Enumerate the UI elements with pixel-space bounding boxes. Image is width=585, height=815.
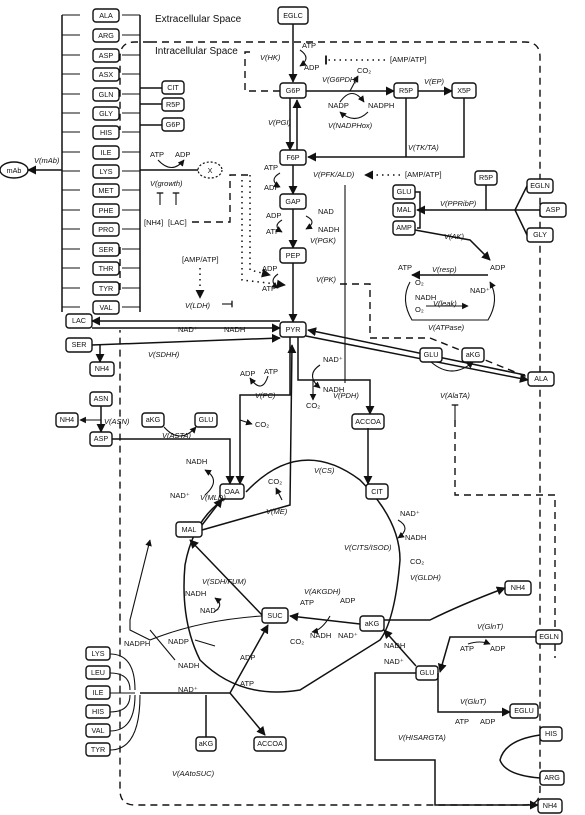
svg-text:ADP: ADP — [262, 264, 278, 273]
met-val2: VAL — [91, 725, 105, 735]
met-accoa1: ACCOA — [355, 416, 381, 426]
svg-text:[NH4]: [NH4] — [144, 218, 164, 227]
met-gap: GAP — [285, 196, 301, 206]
met-gly-r: GLY — [533, 229, 547, 239]
svg-text:ATP: ATP — [302, 41, 317, 50]
met-egln-m: EGLN — [539, 631, 559, 641]
svg-text:CO₂: CO₂ — [290, 637, 305, 646]
svg-text:[AMP/ATP]: [AMP/ATP] — [390, 55, 427, 64]
rxn-mab: V(mAb) — [34, 156, 60, 165]
rxn-ep: V(EP) — [424, 77, 445, 86]
met-eglu: EGLU — [514, 705, 534, 715]
svg-text:NADH: NADH — [318, 225, 340, 234]
svg-text:NAD⁺: NAD⁺ — [200, 606, 220, 615]
svg-text:NAD⁺: NAD⁺ — [338, 631, 358, 640]
met-lac: LAC — [72, 315, 86, 325]
met-nh4-b: NH4 — [542, 800, 558, 810]
met-nh4-l2: NH4 — [59, 414, 75, 424]
svg-text:ATP: ATP — [150, 150, 165, 159]
intracellular-label: Intracellular Space — [155, 46, 238, 57]
rxn-resp: V(resp) — [432, 265, 457, 274]
rxn-hisargta: V(HISARGTA) — [398, 733, 446, 742]
svg-text:ATP: ATP — [300, 598, 315, 607]
met-x5p: X5P — [457, 85, 471, 95]
met-glu-r: GLU — [396, 186, 412, 196]
met-his2: HIS — [545, 728, 557, 738]
met-gly: GLY — [99, 108, 113, 118]
met-r5p-r: R5P — [479, 172, 493, 182]
rxn-asta: V(ASTA) — [162, 431, 192, 440]
svg-text:ADP: ADP — [304, 63, 320, 72]
met-cit-m: CIT — [371, 486, 383, 496]
svg-text:NAD⁺: NAD⁺ — [400, 509, 420, 518]
svg-text:CO₂: CO₂ — [410, 557, 425, 566]
rxn-pdh: V(PDH) — [333, 391, 359, 400]
asn-asta-module — [56, 392, 230, 484]
met-glu1: GLU — [198, 414, 214, 424]
rxn-growth: V(growth) — [150, 179, 183, 188]
met-mab: mAb — [6, 165, 22, 175]
svg-text:ADP: ADP — [266, 211, 282, 220]
svg-text:ATP: ATP — [455, 717, 470, 726]
rxn-pk: V(PK) — [316, 275, 337, 284]
svg-text:NADH: NADH — [178, 661, 200, 670]
met-mal-r: MAL — [396, 204, 412, 214]
rxn-cs: V(CS) — [314, 466, 335, 475]
growth-module — [144, 150, 250, 227]
svg-text:[LAC]: [LAC] — [168, 218, 187, 227]
met-ser: SER — [98, 244, 114, 254]
met-ser2: SER — [71, 339, 87, 349]
rxn-asn: V(ASN) — [104, 417, 130, 426]
met-lys2: LYS — [91, 648, 105, 658]
met-g6p-main: G6P — [285, 85, 301, 95]
met-phe: PHE — [98, 205, 114, 215]
rxn-hk: V(HK) — [260, 53, 281, 62]
rxn-g6pdh: V(G6PDH) — [322, 75, 358, 84]
svg-text:NADPH: NADPH — [368, 101, 395, 110]
met-cit: CIT — [167, 82, 179, 92]
met-egln-r: EGLN — [530, 180, 550, 190]
met-pro: PRO — [98, 224, 114, 234]
svg-text:O₂: O₂ — [415, 305, 424, 314]
rxn-ldh: V(LDH) — [185, 301, 211, 310]
svg-text:NADH: NADH — [415, 293, 437, 302]
svg-text:NADP: NADP — [168, 637, 189, 646]
rxn-glnt: V(GlnT) — [477, 622, 504, 631]
met-akg-b: aKG — [198, 738, 214, 748]
svg-text:NAD⁺: NAD⁺ — [178, 685, 198, 694]
met-eglc: EGLC — [283, 10, 303, 20]
rxn-citsisod: V(CITS/ISOD) — [344, 543, 392, 552]
met-r5p: R5P — [166, 99, 180, 109]
met-akg1: aKG — [145, 414, 161, 424]
svg-text:NADH: NADH — [405, 533, 427, 542]
svg-text:NAD: NAD — [318, 207, 334, 216]
svg-text:ADP: ADP — [240, 653, 256, 662]
met-asx: ASX — [98, 69, 114, 79]
rxn-ppribp: V(PPRibP) — [440, 199, 477, 208]
met-leu: LEU — [91, 667, 105, 677]
svg-text:NAD⁺: NAD⁺ — [178, 325, 198, 334]
met-thr: THR — [98, 263, 114, 273]
rxn-aatosuc: V(AAtoSUC) — [172, 769, 215, 778]
svg-text:ATP: ATP — [266, 227, 281, 236]
rxn-mld: V(MLD) — [200, 493, 226, 502]
met-asp: ASP — [98, 50, 114, 60]
svg-text:NADP: NADP — [328, 101, 349, 110]
met-mal: MAL — [181, 524, 197, 534]
rxn-ak: V(AK) — [444, 232, 465, 241]
svg-text:[AMP/ATP]: [AMP/ATP] — [182, 255, 219, 264]
met-nh4-m: NH4 — [510, 582, 526, 592]
glycolysis — [242, 7, 530, 383]
svg-text:NADH: NADH — [323, 385, 345, 394]
met-pyr: PYR — [285, 324, 301, 334]
svg-text:ADP: ADP — [480, 717, 496, 726]
met-lys: LYS — [99, 166, 113, 176]
aa-to-suc — [86, 540, 286, 778]
rxn-leak: V(leak) — [433, 299, 457, 308]
met-ile: ILE — [100, 147, 112, 157]
svg-text:NADH: NADH — [185, 589, 207, 598]
svg-text:ATP: ATP — [398, 263, 413, 272]
svg-text:ADP: ADP — [340, 596, 356, 605]
rxn-sdhfum: V(SDH/FUM) — [202, 577, 247, 586]
rxn-nadphox: V(NADPHox) — [328, 121, 373, 130]
met-f6p: F6P — [286, 152, 300, 162]
rxn-gldh: V(GLDH) — [410, 573, 441, 582]
met-r5p-main: R5P — [399, 85, 413, 95]
met-tyr: TYR — [98, 283, 114, 293]
met-amp-r: AMP — [396, 222, 412, 232]
met-arg2: ARG — [544, 772, 560, 782]
rxn-pfk: V(PFK/ALD) — [313, 170, 355, 179]
met-nh4-l: NH4 — [94, 363, 110, 373]
svg-text:ATP: ATP — [460, 644, 475, 653]
met-g6p: G6P — [165, 119, 181, 129]
svg-text:ATP: ATP — [264, 367, 279, 376]
svg-text:CO₂: CO₂ — [255, 420, 270, 429]
svg-text:NADH: NADH — [224, 325, 246, 334]
svg-text:ADP: ADP — [490, 263, 506, 272]
met-met: MET — [98, 185, 114, 195]
met-val: VAL — [99, 302, 113, 312]
svg-text:ADP: ADP — [264, 183, 280, 192]
met-gln: GLN — [98, 89, 114, 99]
svg-text:ADP: ADP — [175, 150, 191, 159]
svg-text:NADH: NADH — [310, 631, 332, 640]
rxn-pgk: V(PGK) — [310, 236, 336, 245]
svg-text:ATP: ATP — [240, 679, 255, 688]
svg-text:ADP: ADP — [490, 644, 506, 653]
met-akg2: aKG — [465, 349, 481, 359]
svg-text:NADH: NADH — [186, 457, 208, 466]
met-ala2: ALA — [534, 373, 548, 383]
met-asp-r: ASP — [545, 204, 561, 214]
met-arg: ARG — [98, 30, 114, 40]
met-pep: PEP — [285, 250, 301, 260]
svg-text:ATP: ATP — [262, 284, 277, 293]
rxn-atpase: V(ATPase) — [428, 323, 465, 332]
met-his: HIS — [100, 127, 112, 137]
rxn-me: V(ME) — [266, 507, 288, 516]
rxn-glut: V(GluT) — [460, 697, 487, 706]
svg-text:ATP: ATP — [264, 163, 279, 172]
svg-text:NADPH: NADPH — [124, 639, 151, 648]
rxn-akgdh: V(AKGDH) — [304, 587, 341, 596]
met-asp2: ASP — [93, 433, 109, 443]
extracellular-label: Extracellular Space — [155, 14, 242, 25]
svg-text:NAD⁺: NAD⁺ — [384, 657, 404, 666]
svg-text:CO₂: CO₂ — [306, 401, 321, 410]
met-ile2: ILE — [92, 687, 104, 697]
met-asn: ASN — [93, 393, 109, 403]
rxn-pc: V(PC) — [255, 391, 276, 400]
met-suc: SUC — [267, 610, 283, 620]
met-tyr2: TYR — [90, 744, 106, 754]
rxn-tkta: V(TK/TA) — [408, 143, 439, 152]
svg-text:NAD⁺: NAD⁺ — [470, 286, 490, 295]
rxn-sdhh: V(SDHH) — [148, 350, 180, 359]
svg-text:NAD⁺: NAD⁺ — [323, 355, 343, 364]
svg-text:CO₂: CO₂ — [357, 66, 372, 75]
met-oaa: OAA — [224, 486, 240, 496]
met-glu-m: GLU — [419, 667, 435, 677]
met-akg-m: aKG — [364, 618, 380, 628]
svg-text:CO₂: CO₂ — [268, 477, 283, 486]
svg-text:O₂: O₂ — [415, 278, 424, 287]
rxn-alata: V(AlaTA) — [440, 391, 470, 400]
svg-text:[AMP/ATP]: [AMP/ATP] — [405, 170, 442, 179]
met-his3: HIS — [92, 706, 104, 716]
met-glu2: GLU — [423, 349, 439, 359]
met-x: X — [207, 165, 213, 175]
met-accoa-b: ACCOA — [257, 738, 283, 748]
svg-text:ADP: ADP — [240, 369, 256, 378]
met-ala: ALA — [99, 10, 113, 20]
svg-text:NAD⁺: NAD⁺ — [170, 491, 190, 500]
svg-text:NADH: NADH — [384, 641, 406, 650]
rxn-pgi: V(PGI) — [268, 118, 291, 127]
